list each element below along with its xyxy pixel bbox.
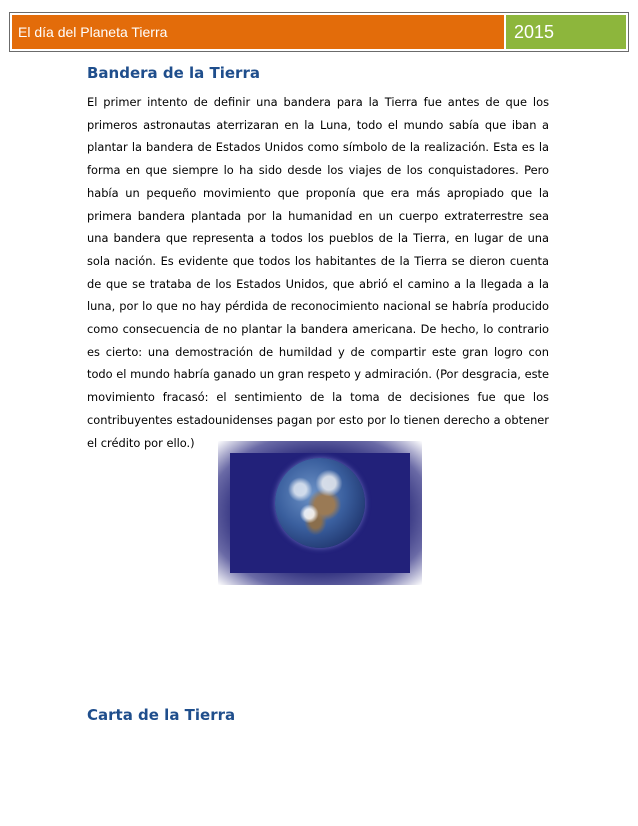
- section-heading-bandera: Bandera de la Tierra: [87, 64, 260, 82]
- header-title-bar: [12, 15, 504, 49]
- header-title: El día del Planeta Tierra: [18, 24, 168, 40]
- header-year-box: [506, 15, 626, 49]
- earth-globe-icon: [275, 458, 365, 548]
- header-year: 2015: [514, 21, 555, 42]
- section-heading-carta: Carta de la Tierra: [87, 706, 236, 724]
- section-paragraph-bandera: El primer intento de definir una bandera para la Tierra fue antes de que los primeros astronautas aterrizaran en la Luna, todo el mundo sabía que iban a plantar la bandera de Estados Unidos como símbolo de la realización. Esta es la forma en que siempre lo ha sido desde los viajes de los conquistadores. Pero había un pequeño movimiento que proponía que era más apropiado que la primera bandera plantada por la humanidad en un cuerpo extraterrestre sea una bandera que representa a todos los pueblos de la Tierra, en lugar de una sola nación. Es evidente que todos los habitantes de la Tierra se dieron cuenta de que se trataba de los Estados Unidos, que abrió el camino a la llegada a la luna, por lo que no hay pérdida de reconocimiento nacional se habría producido como consecuencia de no plantar la bandera americana. De hecho, lo contrario es cierto: una demostración de humildad y de compartir este gran logro con todo el mundo habría ganado un gran respeto y admiración. (Por desgracia, este movimiento fracasó: el sentimiento de la toma de decisiones fue que los contribuyentes estadounidenses pagan por esto por lo tienen derecho a obtener el crédito por ello.): [87, 95, 549, 450]
